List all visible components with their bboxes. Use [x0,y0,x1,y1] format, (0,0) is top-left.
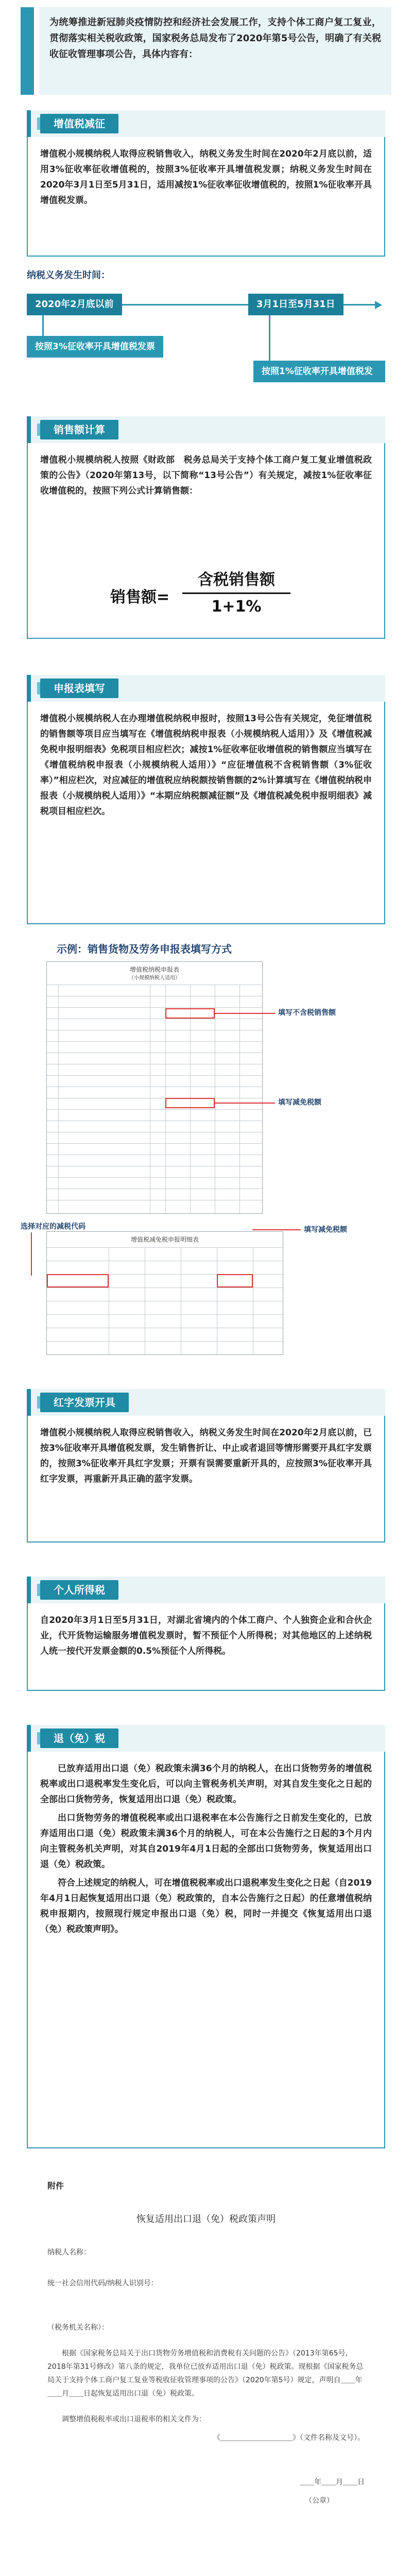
section3-body [27,702,385,924]
period1-connector [42,315,44,336]
form-row [47,1041,262,1042]
section5-body [27,1603,385,1691]
form-row [47,1247,283,1248]
callout4-line [252,1229,301,1230]
section3-header [27,675,385,702]
section6-para2: 出口货物劳务的增值税税率或出口退税率在本公告施行之日前发生变化的，已放弃适用出口退（免）税政策未满36个月的纳税人，可在本公告施行之日起的3个月内向主管税务机关声明，对其自2019年4月1日起的全部出口货物劳务，恢复适用出口退（免）税政策。 [40,1813,372,1870]
formula [110,567,306,623]
vat-form-title: 增值税纳税申报表 [129,966,179,973]
section2-header [27,416,385,443]
period2-connector [269,315,270,361]
section1-title: 增值税减征 [40,114,118,133]
section1-header [27,110,385,137]
section6-body [27,1752,385,2148]
form-col [58,985,59,1213]
section4-body [27,1416,385,1543]
highlight-code [47,1274,109,1287]
callout2: 填写减免税额 [278,1098,321,1107]
section5-title: 个人所得税 [40,1580,118,1600]
section3-para: 增值税小规模纳税人在办理增值税纳税申报时，按照13号公告有关规定，免征增值税的销售额等项目应当填写在《增值税纳税申报表（小规模纳税人适用）》及《增值税减免税申报明细表》免税项目相应栏次；减按1%征收率征收增值税的销售额应当填写在《增值税纳税申报表（小规模纳税人适用）》“应征增值税不含税销售额（3%征收率）”相应栏次，对应减征的增值税应纳税额按销售额的2%计算填写在《增值税纳税申报表（小规模纳税人适用）》“本期应纳税额减征额”及《增值税减免税申报明细表》减税项目相应栏次。 [40,714,372,817]
formula-left: 销售额= [110,588,170,606]
section6-para3: 符合上述规定的纳税人，可在增值税税率或出口退税率发生变化之日起（自2019年4月1日起恢复适用出口退（免）税政策的，自本公告施行之日起）的任意增值税纳税申报期内，按照现行规定申报出口退（免）税，同时一并提交《恢复适用出口退（免）税政策声明》。 [40,1878,372,1935]
formula-numerator: 含税销售额 [198,571,275,589]
appendix-line6: 《＿＿＿＿＿＿＿＿＿＿》（文件名称及文号）。 [213,2434,365,2442]
appendix-title: 恢复适用出口退（免）税政策声明 [136,2214,276,2225]
appendix-line2: 统一社会信用代码/纳税人识别号： [47,2279,158,2287]
formula-denominator: 1+1% [211,598,262,616]
intro-block [21,7,391,95]
form-col [239,985,240,1213]
appendix-line5: 调整增值税税率或出口退税率的相关文件为： [62,2415,206,2424]
highlight-sales [165,1008,215,1019]
section6-para1: 已放弃适用出口退（免）税政策未满36个月的纳税人，在出口货物劳务的增值税税率或出口退税率发生变化后，可以向主管税务机关声明，对其自发生变化之日起的全部出口货物劳务，恢复适用出口退（免）税政策。 [40,1764,372,1805]
callout1: 填写不含税销售额 [278,1009,336,1017]
section4-para: 增值税小规模纳税人取得应税销售收入，纳税义务发生时间在2020年2月底以前，已按3%征收率开具增值税发票，发生销售折让、中止或者退回等情形需要开具红字发票的，按照3%征收率开具红字发票；开票有误需要重新开具的，应按照3%征收率开具红字发票，再重新开具正确的蓝字发票。 [40,1428,372,1484]
form-row [47,1143,262,1144]
form-row [47,1314,283,1315]
section1-body [27,137,385,257]
appendix [27,2174,385,2576]
vat-return-form [46,961,263,1214]
formula-fraction-bar [182,592,290,594]
result2-chip: 按照1%征收率开具增值税发票 [253,361,385,382]
section2-title: 销售额计算 [40,420,118,439]
section1-para: 增值税小规模纳税人取得应税销售收入，纳税义务发生时间在2020年2月底以前，适用3%征收率征收增值税的，按照3%征收率开具增值税发票；纳税义务发生时间在2020年3月1日至5月31日，适用减按1%征收率征收增值税的，按照1%征收率开具增值税发票。 [40,149,372,206]
section2-para: 增值税小规模纳税人按照《财政部 税务总局关于支持个体工商户复工复业增值税政策的公告》（2020年第13号，以下简称“13号公告”）有关规定，减按1%征收率征收增值税的，按照下列公式计算销售额： [40,455,372,496]
section3-title: 申报表填写 [40,679,118,698]
section5-header [27,1577,385,1603]
callout1-line [214,1013,275,1014]
timeline [27,289,385,398]
timeline-arrowhead [375,301,382,309]
vat-reduction-form [46,1231,283,1355]
form-row [47,1341,283,1342]
result1-chip: 按照3%征收率开具增值税发票 [27,336,163,358]
form-row [47,1007,262,1008]
intro-box [39,7,391,95]
section4-title: 红字发票开具 [40,1393,129,1412]
highlight-reduction [165,1098,215,1108]
section6-header [27,1725,385,1752]
callout3-line [31,1232,32,1276]
appendix-line3: （税务机关名称）： [47,2324,109,2332]
appendix-line7: ＿＿年＿＿月＿＿日 [300,2478,365,2486]
period2-chip: 3月1日至5月31日 [248,294,344,315]
reduction-form-title: 增值税减免税申报明细表 [130,1236,199,1243]
form-row [47,1177,262,1178]
vat-form-subtitle: （小规模纳税人适用） [129,975,180,981]
form-row [47,1109,262,1110]
appendix-line8: （公章） [305,2497,334,2505]
callout2-line [214,1103,275,1104]
appendix-line1: 纳税人名称： [47,2248,91,2257]
example-title: 示例：销售货物及劳务申报表填写方式 [57,943,232,955]
section4-header [27,1389,385,1416]
section2-body [27,443,385,639]
timeline-label: 纳税义务发生时间： [27,270,110,281]
form-row [47,1287,283,1288]
form-row [47,1075,262,1076]
section5-para: 自2020年3月1日至5月31日，对湖北省境内的个体工商户、个人独资企业和合伙企业，代开货物运输服务增值税发票时，暂不预征个人所得税；对其他地区的上述纳税人统一按代开发票金额的0.5%预征个人所得税。 [40,1615,372,1656]
period1-chip: 2020年2月底以前 [27,294,122,315]
highlight-amount [217,1274,253,1287]
intro-accent-bar [21,7,34,95]
appendix-label: 附件 [47,2181,64,2191]
section6-title: 退（免）税 [40,1728,118,1748]
callout3: 选择对应的减税代码 [21,1223,85,1231]
callout4: 填写减免税额 [304,1226,347,1234]
intro-text: 为统筹推进新冠肺炎疫情防控和经济社会发展工作，支持个体工商户复工复业，贯彻落实相关税收政策，国家税务总局发布了2020年第5号公告，明确了有关税收征收管理事项公告，具体内容有： [49,17,381,60]
appendix-line4: 根据《国家税务总局关于出口货物劳务增值税和消费税有关问题的公告》（2013年第65号，2018年第31号修改）第八条的规定，我单位已放弃适用出口退（免）税政策。现根据《国家税务总局关于支持个体工商户复工复业等税收征收管理事项的公告》（2020年第5号）规定，声明自＿＿年＿＿月＿＿日起恢复适用出口退（免）税政策。 [47,2349,364,2398]
